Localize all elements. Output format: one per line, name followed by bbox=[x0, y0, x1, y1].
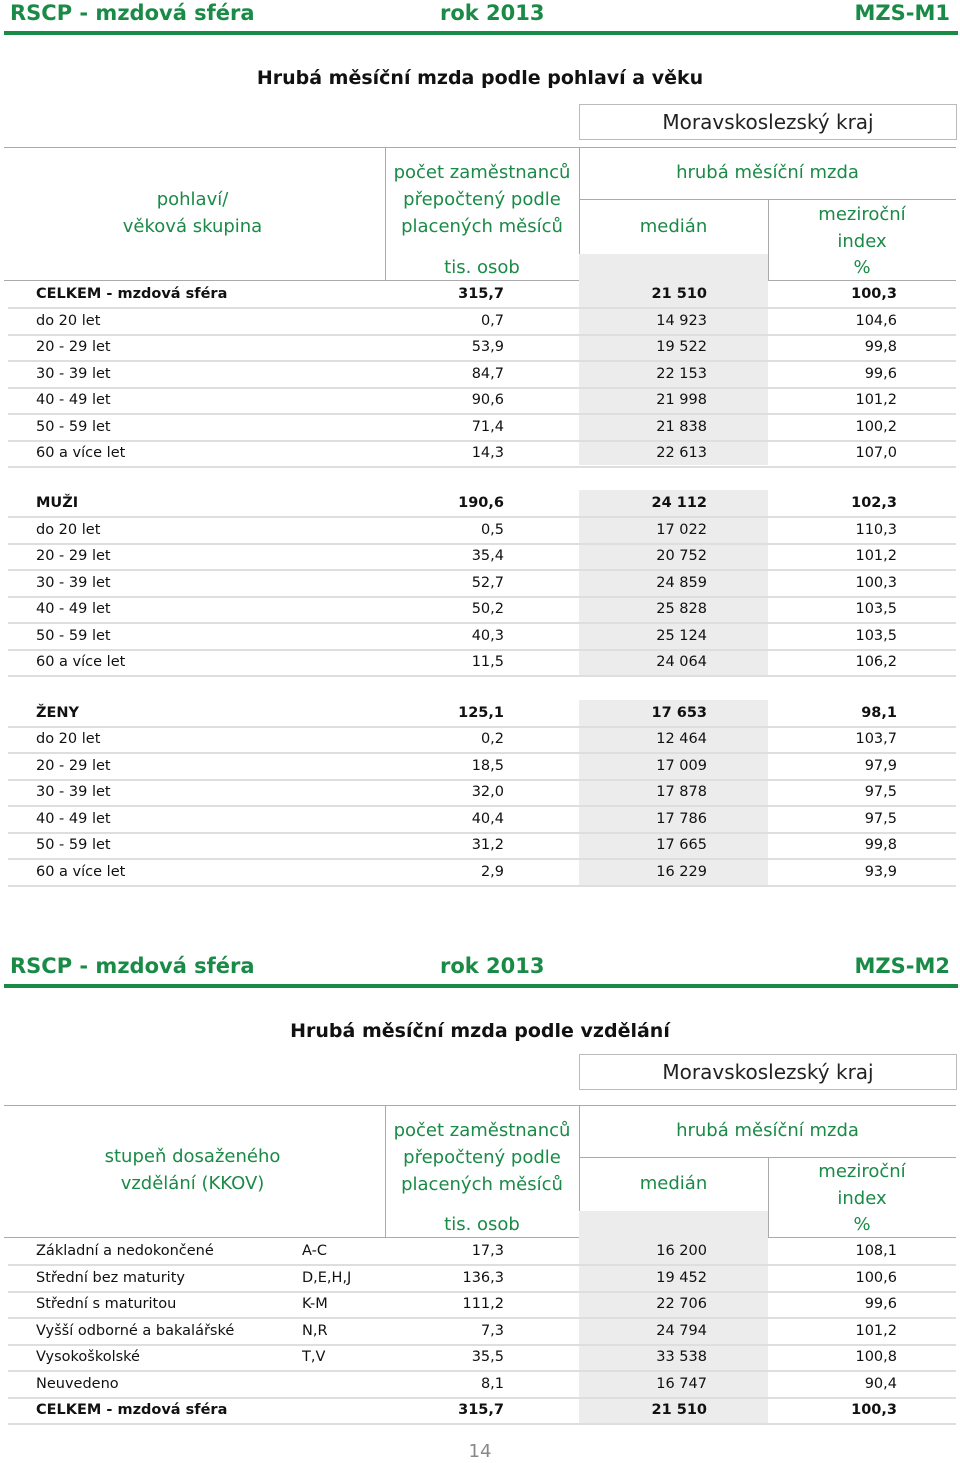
row-index: 101,2 bbox=[855, 1323, 897, 1339]
row-index: 100,2 bbox=[855, 419, 897, 435]
col-group-header bbox=[0, 186, 385, 240]
header-line: počet zaměstnanců bbox=[393, 162, 571, 183]
row-index: 99,8 bbox=[864, 837, 897, 853]
header-year: rok 2013 bbox=[440, 1, 545, 25]
table-row bbox=[8, 700, 956, 728]
row-index: 99,6 bbox=[864, 1296, 897, 1312]
row-median: 25 828 bbox=[656, 601, 707, 617]
row-count: 8,1 bbox=[480, 1376, 504, 1392]
row-code: T,V bbox=[302, 1349, 326, 1365]
row-label: Střední s maturitou bbox=[36, 1296, 177, 1312]
row-median: 22 153 bbox=[656, 366, 707, 382]
row-count: 35,5 bbox=[471, 1349, 504, 1365]
header-rule bbox=[4, 984, 958, 988]
row-index: 102,3 bbox=[851, 495, 897, 511]
row-count: 0,2 bbox=[480, 731, 504, 747]
col-median-header: medián bbox=[639, 216, 708, 237]
row-count: 90,6 bbox=[471, 392, 504, 408]
row-count: 315,7 bbox=[458, 1402, 504, 1418]
row-count: 17,3 bbox=[471, 1243, 504, 1259]
row-count: 50,2 bbox=[471, 601, 504, 617]
header-line: index bbox=[837, 231, 887, 252]
row-index: 103,5 bbox=[855, 628, 897, 644]
row-count: 0,5 bbox=[480, 522, 504, 538]
row-index: 97,5 bbox=[864, 784, 897, 800]
row-label: 20 - 29 let bbox=[36, 339, 111, 355]
row-count: 0,7 bbox=[480, 313, 504, 329]
row-count: 35,4 bbox=[471, 548, 504, 564]
row-median: 24 064 bbox=[656, 654, 707, 670]
table-row bbox=[8, 308, 956, 336]
header-year: rok 2013 bbox=[440, 954, 545, 978]
grid-line bbox=[4, 147, 956, 148]
col-index-header bbox=[768, 201, 956, 255]
table-row bbox=[8, 1265, 956, 1293]
row-label: 60 a více let bbox=[36, 445, 126, 461]
row-count: 40,3 bbox=[471, 628, 504, 644]
row-label: do 20 let bbox=[36, 313, 101, 329]
row-code: K-M bbox=[302, 1296, 328, 1312]
unit-index: % bbox=[853, 1214, 871, 1235]
header-line: meziroční bbox=[818, 1161, 906, 1182]
col-median-header: medián bbox=[639, 1173, 708, 1194]
row-count: 14,3 bbox=[471, 445, 504, 461]
row-label: CELKEM - mzdová sféra bbox=[36, 286, 228, 302]
table-row bbox=[8, 596, 956, 624]
row-label: 30 - 39 let bbox=[36, 366, 111, 382]
col-count-header bbox=[386, 1117, 578, 1198]
row-index: 110,3 bbox=[855, 522, 897, 538]
row-index: 100,3 bbox=[855, 575, 897, 591]
row-index: 101,2 bbox=[855, 548, 897, 564]
row-label: 20 - 29 let bbox=[36, 758, 111, 774]
section-header bbox=[8, 0, 954, 26]
table-title: Hrubá měsíční mzda podle vzdělání bbox=[290, 1020, 670, 1042]
row-label: do 20 let bbox=[36, 522, 101, 538]
table-row bbox=[8, 334, 956, 362]
row-median: 21 510 bbox=[651, 286, 707, 302]
col-count-header bbox=[386, 159, 578, 240]
row-index: 97,9 bbox=[864, 758, 897, 774]
row-count: 111,2 bbox=[462, 1296, 504, 1312]
row-label: 40 - 49 let bbox=[36, 811, 111, 827]
header-line: počet zaměstnanců bbox=[393, 1120, 571, 1141]
row-label: Vysokoškolské bbox=[36, 1349, 140, 1365]
section-header bbox=[8, 953, 954, 979]
table-row bbox=[8, 490, 956, 518]
row-code: A-C bbox=[302, 1243, 327, 1259]
table-row bbox=[8, 1318, 956, 1346]
row-median: 14 923 bbox=[656, 313, 707, 329]
header-rule bbox=[4, 31, 958, 35]
row-median: 21 998 bbox=[656, 392, 707, 408]
header-line: věková skupina bbox=[122, 216, 263, 237]
row-index: 98,1 bbox=[861, 705, 897, 721]
row-median: 24 112 bbox=[651, 495, 707, 511]
row-label: 60 a více let bbox=[36, 654, 126, 670]
row-index: 104,6 bbox=[855, 313, 897, 329]
unit-count: tis. osob bbox=[444, 1214, 520, 1235]
row-index: 100,3 bbox=[851, 286, 897, 302]
row-median: 17 022 bbox=[656, 522, 707, 538]
row-count: 40,4 bbox=[471, 811, 504, 827]
header-line: přepočtený podle bbox=[403, 189, 561, 210]
row-count: 2,9 bbox=[480, 864, 504, 880]
row-count: 31,2 bbox=[471, 837, 504, 853]
row-count: 53,9 bbox=[471, 339, 504, 355]
row-code: N,R bbox=[302, 1323, 328, 1339]
row-index: 99,6 bbox=[864, 366, 897, 382]
row-median: 17 009 bbox=[656, 758, 707, 774]
table-row bbox=[8, 1238, 956, 1266]
table-row bbox=[8, 570, 956, 598]
row-median: 16 229 bbox=[656, 864, 707, 880]
row-index: 101,2 bbox=[855, 392, 897, 408]
header-left: RSCP - mzdová sféra bbox=[10, 1, 255, 25]
row-index: 100,8 bbox=[855, 1349, 897, 1365]
table-row bbox=[8, 623, 956, 651]
row-count: 84,7 bbox=[471, 366, 504, 382]
header-left: RSCP - mzdová sféra bbox=[10, 954, 255, 978]
row-median: 21 838 bbox=[656, 419, 707, 435]
row-label: Neuvedeno bbox=[36, 1376, 119, 1392]
region-label: Moravskoslezský kraj bbox=[579, 1054, 957, 1090]
header-line: placených měsíců bbox=[401, 1174, 563, 1195]
col-index-header bbox=[768, 1158, 956, 1212]
row-median: 22 706 bbox=[656, 1296, 707, 1312]
table-row bbox=[8, 1371, 956, 1399]
row-label: Vyšší odborné a bakalářské bbox=[36, 1323, 235, 1339]
table-row bbox=[8, 1291, 956, 1319]
row-median: 25 124 bbox=[656, 628, 707, 644]
row-label: 30 - 39 let bbox=[36, 575, 111, 591]
row-index: 106,2 bbox=[855, 654, 897, 670]
row-label: 40 - 49 let bbox=[36, 392, 111, 408]
table-row bbox=[8, 517, 956, 545]
row-label: 30 - 39 let bbox=[36, 784, 111, 800]
row-median: 17 653 bbox=[651, 705, 707, 721]
table-row bbox=[8, 753, 956, 781]
row-label: 50 - 59 let bbox=[36, 419, 111, 435]
table-row bbox=[8, 1397, 956, 1425]
header-line: placených měsíců bbox=[401, 216, 563, 237]
table-row bbox=[8, 649, 956, 677]
table-row bbox=[8, 806, 956, 834]
header-line: přepočtený podle bbox=[403, 1147, 561, 1168]
header-line: meziroční bbox=[818, 204, 906, 225]
unit-count: tis. osob bbox=[444, 257, 520, 278]
table-row bbox=[8, 387, 956, 415]
row-label: Základní a nedokončené bbox=[36, 1243, 214, 1259]
row-label: 50 - 59 let bbox=[36, 837, 111, 853]
row-median: 24 794 bbox=[656, 1323, 707, 1339]
row-count: 11,5 bbox=[471, 654, 504, 670]
row-index: 108,1 bbox=[855, 1243, 897, 1259]
row-label: 40 - 49 let bbox=[36, 601, 111, 617]
col-group-header bbox=[0, 1143, 385, 1197]
row-median: 17 665 bbox=[656, 837, 707, 853]
row-label: 60 a více let bbox=[36, 864, 126, 880]
table-row bbox=[8, 440, 956, 468]
row-index: 107,0 bbox=[855, 445, 897, 461]
row-index: 103,7 bbox=[855, 731, 897, 747]
col-wage-header: hrubá měsíční mzda bbox=[676, 162, 859, 183]
row-median: 12 464 bbox=[656, 731, 707, 747]
row-label: CELKEM - mzdová sféra bbox=[36, 1402, 228, 1418]
row-count: 71,4 bbox=[471, 419, 504, 435]
row-label: 50 - 59 let bbox=[36, 628, 111, 644]
table-row bbox=[8, 543, 956, 571]
row-median: 19 452 bbox=[656, 1270, 707, 1286]
row-median: 22 613 bbox=[656, 445, 707, 461]
row-index: 93,9 bbox=[864, 864, 897, 880]
row-median: 24 859 bbox=[656, 575, 707, 591]
table-row bbox=[8, 726, 956, 754]
row-label: ŽENY bbox=[36, 705, 80, 721]
grid-line bbox=[4, 1105, 956, 1106]
row-count: 136,3 bbox=[462, 1270, 504, 1286]
row-count: 52,7 bbox=[471, 575, 504, 591]
row-label: do 20 let bbox=[36, 731, 101, 747]
row-median: 21 510 bbox=[651, 1402, 707, 1418]
row-count: 190,6 bbox=[458, 495, 504, 511]
row-count: 32,0 bbox=[471, 784, 504, 800]
row-index: 97,5 bbox=[864, 811, 897, 827]
region-label: Moravskoslezský kraj bbox=[579, 104, 957, 140]
table-row bbox=[8, 832, 956, 860]
table-row bbox=[8, 779, 956, 807]
table-title: Hrubá měsíční mzda podle pohlaví a věku bbox=[256, 67, 704, 89]
row-label: MUŽI bbox=[36, 495, 79, 511]
col-wage-header: hrubá měsíční mzda bbox=[676, 1120, 859, 1141]
table-row bbox=[8, 1344, 956, 1372]
table-row bbox=[8, 859, 956, 887]
row-index: 99,8 bbox=[864, 339, 897, 355]
table-row bbox=[8, 361, 956, 389]
header-line: index bbox=[837, 1188, 887, 1209]
row-count: 315,7 bbox=[458, 286, 504, 302]
header-code: MZS-M2 bbox=[854, 954, 950, 978]
row-index: 90,4 bbox=[864, 1376, 897, 1392]
unit-index: % bbox=[853, 257, 871, 278]
row-median: 33 538 bbox=[656, 1349, 707, 1365]
row-count: 125,1 bbox=[458, 705, 504, 721]
row-label: 20 - 29 let bbox=[36, 548, 111, 564]
row-code: D,E,H,J bbox=[302, 1270, 352, 1286]
row-count: 7,3 bbox=[480, 1323, 504, 1339]
row-count: 18,5 bbox=[471, 758, 504, 774]
row-median: 17 786 bbox=[656, 811, 707, 827]
row-median: 17 878 bbox=[656, 784, 707, 800]
row-median: 16 747 bbox=[656, 1376, 707, 1392]
page-number: 14 bbox=[468, 1441, 492, 1462]
row-index: 100,6 bbox=[855, 1270, 897, 1286]
row-median: 19 522 bbox=[656, 339, 707, 355]
table-row bbox=[8, 414, 956, 442]
row-index: 103,5 bbox=[855, 601, 897, 617]
table-row bbox=[8, 281, 956, 309]
row-index: 100,3 bbox=[851, 1402, 897, 1418]
row-median: 16 200 bbox=[656, 1243, 707, 1259]
row-median: 20 752 bbox=[656, 548, 707, 564]
header-line: pohlaví/ bbox=[156, 189, 229, 210]
header-line: stupeň dosaženého bbox=[104, 1146, 281, 1167]
row-label: Střední bez maturity bbox=[36, 1270, 185, 1286]
header-line: vzdělání (KKOV) bbox=[120, 1173, 265, 1194]
header-code: MZS-M1 bbox=[854, 1, 950, 25]
